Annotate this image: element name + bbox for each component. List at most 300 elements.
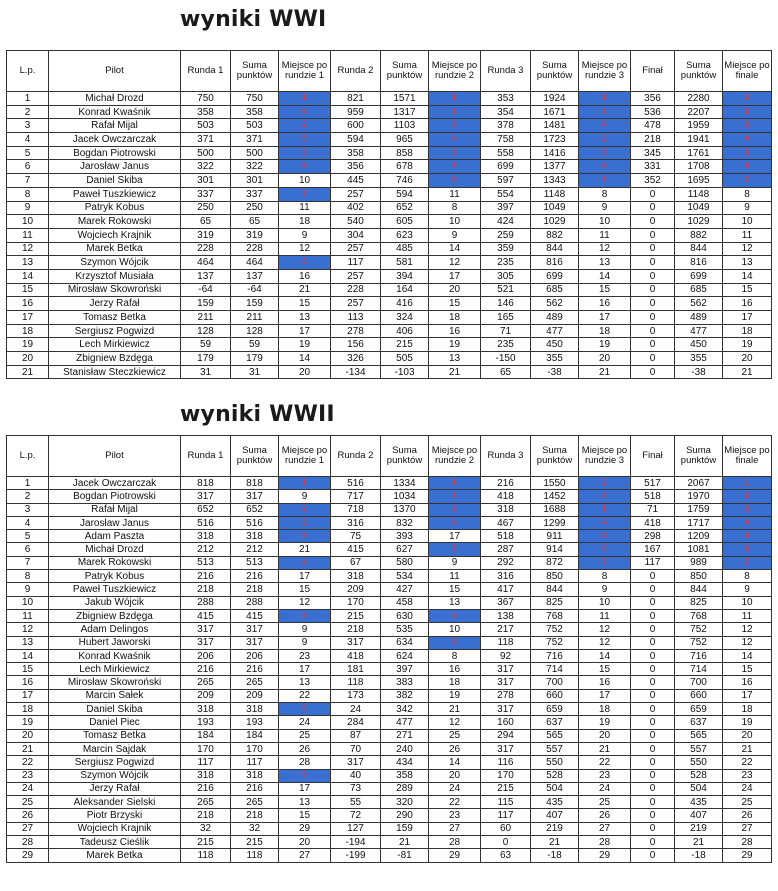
col-place1: 9 [279,228,331,242]
col-round2: 218 [331,623,381,636]
col-sum2: 1034 [381,490,429,503]
col-place2: 15 [429,297,481,311]
col-round3: 287 [481,543,531,556]
col-place1: 15 [279,297,331,311]
col-place3: 7 [579,174,631,188]
col-pilot: Sergiusz Pogwizd [49,756,181,769]
col-round3: 118 [481,636,531,649]
table-row [7,477,772,490]
col-sum2: -81 [381,849,429,862]
col-place-final: 11 [723,228,772,242]
table-row [7,311,772,325]
col-sum1: 503 [231,119,279,133]
col-sum1: 179 [231,352,279,366]
col-round3: 115 [481,796,531,809]
col-final: 352 [631,174,675,188]
col-sum1: 371 [231,133,279,147]
col-sum2: 215 [381,338,429,352]
col-lp: 26 [7,809,49,822]
col-pilot: Wojciech Krajnik [49,228,181,242]
col-place3: 6 [579,160,631,174]
col-round2: 70 [331,742,381,755]
col-pilot: Paweł Tuszkiewicz [49,187,181,201]
table-row [7,729,772,742]
col-place-final: 14 [723,649,772,662]
header-col-round3: Runda 3 [481,436,531,477]
col-round2: 67 [331,556,381,569]
table-row [7,338,772,352]
col-place-final: 13 [723,256,772,270]
col-sum-final: 850 [675,570,723,583]
col-sum2: 678 [381,160,429,174]
col-round3: 317 [481,703,531,716]
col-sum1: 652 [231,503,279,516]
col-final: 0 [631,649,675,662]
col-round2: 257 [331,269,381,283]
col-pilot: Mirosław Skowroński [49,676,181,689]
col-place2: 2 [429,503,481,516]
col-place3: 20 [579,352,631,366]
col-round2: 445 [331,174,381,188]
col-sum2: 397 [381,663,429,676]
col-round1: 319 [181,228,231,242]
col-final: 0 [631,570,675,583]
col-pilot: Lech Mirkiewicz [49,663,181,676]
col-lp: 2 [7,490,49,503]
col-pilot: Bogdan Piotrowski [49,490,181,503]
col-place2: 9 [429,228,481,242]
col-pilot: Adam Paszta [49,530,181,543]
col-sum1: 193 [231,716,279,729]
col-pilot: Lech Mirkiewicz [49,338,181,352]
col-place-final: 11 [723,609,772,622]
col-place2: 3 [429,119,481,133]
col-round1: 503 [181,119,231,133]
col-place3: 15 [579,283,631,297]
col-place1: 13 [279,676,331,689]
col-round1: 301 [181,174,231,188]
col-round2: 278 [331,324,381,338]
col-lp: 27 [7,822,49,835]
col-place2: 12 [429,716,481,729]
table-row [7,228,772,242]
col-round2: 594 [331,133,381,147]
header-col-sum-final: Suma punktów [675,51,723,92]
col-round3: 597 [481,174,531,188]
col-sum-final: 557 [675,742,723,755]
col-place-final: 20 [723,352,772,366]
col-sum3: 565 [531,729,579,742]
col-round2: 75 [331,530,381,543]
col-place-final: 7 [723,556,772,569]
col-round3: 63 [481,849,531,862]
col-sum2: 627 [381,543,429,556]
col-sum2: 1571 [381,92,429,106]
col-sum2: 164 [381,283,429,297]
col-place-final: 2 [723,92,772,106]
header-col-final: Finał [631,51,675,92]
col-place3: 14 [579,649,631,662]
col-sum3: 700 [531,676,579,689]
col-final: 0 [631,352,675,366]
col-round2: 317 [331,756,381,769]
col-round3: 71 [481,324,531,338]
col-sum1: 32 [231,822,279,835]
col-sum2: 416 [381,297,429,311]
col-pilot: Piotr Brzyski [49,809,181,822]
col-final: 0 [631,269,675,283]
col-round1: 216 [181,570,231,583]
table-row [7,105,772,119]
table-row [7,146,772,160]
col-sum2: 652 [381,201,429,215]
col-sum-final: 1081 [675,543,723,556]
col-place3: 11 [579,228,631,242]
col-sum3: 844 [531,242,579,256]
table-row [7,609,772,622]
col-sum-final: 450 [675,338,723,352]
col-lp: 4 [7,516,49,529]
col-round3: 378 [481,119,531,133]
table-row [7,297,772,311]
col-place2: 6 [429,609,481,622]
col-place2: 17 [429,530,481,543]
col-round1: 337 [181,187,231,201]
col-final: 0 [631,365,675,379]
col-final: 0 [631,215,675,229]
col-place-final: 6 [723,160,772,174]
col-place3: 20 [579,729,631,742]
col-sum1: 301 [231,174,279,188]
col-sum1: 818 [231,477,279,490]
col-sum3: 1924 [531,92,579,106]
col-round1: 218 [181,583,231,596]
col-round2: 821 [331,92,381,106]
table-row [7,796,772,809]
col-place3: 10 [579,215,631,229]
col-place2: 16 [429,324,481,338]
col-lp: 17 [7,689,49,702]
col-place1: 2 [279,503,331,516]
col-final: 0 [631,609,675,622]
col-place3: 29 [579,849,631,862]
col-place2: 12 [429,256,481,270]
col-place3: 10 [579,596,631,609]
col-sum3: 914 [531,543,579,556]
col-round3: 165 [481,311,531,325]
col-sum-final: 882 [675,228,723,242]
col-round3: 170 [481,769,531,782]
col-place3: 9 [579,201,631,215]
table-row [7,201,772,215]
col-round3: 92 [481,649,531,662]
col-place3: 26 [579,809,631,822]
col-sum3: 1377 [531,160,579,174]
col-round3: 0 [481,836,531,849]
header-col-place1: Miejsce po rundzie 1 [279,51,331,92]
col-round1: 215 [181,836,231,849]
col-place1: 13 [279,311,331,325]
col-sum3: 477 [531,324,579,338]
col-sum-final: 659 [675,703,723,716]
col-place-final: 24 [723,782,772,795]
col-round2: 72 [331,809,381,822]
col-place1: 28 [279,756,331,769]
col-pilot: Jerzy Rafał [49,782,181,795]
table-row [7,92,772,106]
col-round3: 160 [481,716,531,729]
col-pilot: Rafał Mijal [49,503,181,516]
col-sum1: 212 [231,543,279,556]
col-place1: 17 [279,663,331,676]
col-place1: 6 [279,703,331,716]
col-round3: 65 [481,365,531,379]
col-final: 0 [631,623,675,636]
section-title-wwii: wyniki WWII [180,402,335,427]
col-lp: 8 [7,570,49,583]
col-place-final: 26 [723,809,772,822]
col-place3: 13 [579,256,631,270]
col-sum3: 768 [531,609,579,622]
col-pilot: Jarosław Janus [49,516,181,529]
col-place2: 1 [429,92,481,106]
col-round1: 317 [181,623,231,636]
col-round3: 424 [481,215,531,229]
col-sum1: 117 [231,756,279,769]
col-place3: 18 [579,324,631,338]
col-place3: 3 [579,105,631,119]
col-sum1: 250 [231,201,279,215]
col-round2: 516 [331,477,381,490]
col-place3: 5 [579,530,631,543]
col-final: 478 [631,119,675,133]
col-round3: 417 [481,583,531,596]
table-row [7,242,772,256]
col-sum3: 1416 [531,146,579,160]
col-round2: 170 [331,596,381,609]
col-round3: 554 [481,187,531,201]
table-row [7,822,772,835]
col-sum-final: 477 [675,324,723,338]
col-round3: 294 [481,729,531,742]
col-place1: 2 [279,119,331,133]
col-final: 418 [631,516,675,529]
col-place3: 25 [579,796,631,809]
col-sum-final: 528 [675,769,723,782]
col-sum2: 485 [381,242,429,256]
col-round1: 209 [181,689,231,702]
col-round1: 265 [181,676,231,689]
col-sum2: 746 [381,174,429,188]
header-col-sum1: Suma punktów [231,436,279,477]
col-place2: 4 [429,516,481,529]
col-pilot: Marek Betka [49,849,181,862]
table-row [7,756,772,769]
col-pilot: Konrad Kwaśnik [49,105,181,119]
header-col-round2: Runda 2 [331,436,381,477]
col-lp: 6 [7,160,49,174]
table-row [7,119,772,133]
table-row [7,570,772,583]
col-round2: 304 [331,228,381,242]
col-sum1: 288 [231,596,279,609]
col-lp: 3 [7,503,49,516]
col-lp: 20 [7,729,49,742]
col-place1: 22 [279,689,331,702]
col-place2: 17 [429,269,481,283]
col-sum2: 427 [381,583,429,596]
col-place1: 6 [279,769,331,782]
col-place-final: 21 [723,742,772,755]
col-final: 0 [631,676,675,689]
col-round2: 540 [331,215,381,229]
col-place-final: 10 [723,215,772,229]
col-final: 0 [631,849,675,862]
col-sum2: 1103 [381,119,429,133]
col-lp: 7 [7,556,49,569]
table-row [7,269,772,283]
col-place1: 25 [279,729,331,742]
col-pilot: Stanisław Steczkiewicz [49,365,181,379]
col-place1: 1 [279,477,331,490]
col-final: 0 [631,756,675,769]
col-sum-final: 637 [675,716,723,729]
col-place1: 27 [279,849,331,862]
col-final: 0 [631,809,675,822]
col-pilot: Jacek Owczarczak [49,133,181,147]
col-sum1: 317 [231,636,279,649]
col-final: 117 [631,556,675,569]
col-sum1: 216 [231,663,279,676]
col-place3: 5 [579,146,631,160]
col-round2: -194 [331,836,381,849]
col-place2: 1 [429,477,481,490]
col-lp: 13 [7,256,49,270]
col-place3: 4 [579,119,631,133]
col-final: 0 [631,297,675,311]
col-place3: 18 [579,703,631,716]
col-place1: 14 [279,352,331,366]
col-round1: 250 [181,201,231,215]
col-sum3: 1671 [531,105,579,119]
col-sum-final: 699 [675,269,723,283]
col-sum3: 1550 [531,477,579,490]
col-sum1: 265 [231,676,279,689]
col-round1: 212 [181,543,231,556]
col-round3: 235 [481,256,531,270]
col-round1: 218 [181,809,231,822]
col-pilot: Jarosław Janus [49,160,181,174]
table-row [7,556,772,569]
col-round2: 356 [331,160,381,174]
col-round2: 284 [331,716,381,729]
header-col-place2: Miejsce po rundzie 2 [429,436,481,477]
col-place3: 2 [579,133,631,147]
col-pilot: Tomasz Betka [49,311,181,325]
col-sum-final: 504 [675,782,723,795]
col-place1: 26 [279,742,331,755]
col-place-final: 9 [723,201,772,215]
col-sum2: 159 [381,822,429,835]
col-sum2: 393 [381,530,429,543]
table-row [7,324,772,338]
col-place1: 18 [279,215,331,229]
col-round2: 718 [331,503,381,516]
header-col-round3: Runda 3 [481,51,531,92]
results-table-wwii [6,435,772,863]
col-place1: 20 [279,836,331,849]
col-place1: 5 [279,133,331,147]
col-round3: 397 [481,201,531,215]
header-col-lp: L.p. [7,436,49,477]
col-sum3: 1452 [531,490,579,503]
col-sum2: 581 [381,256,429,270]
col-place3: 9 [579,583,631,596]
header-col-sum3: Suma punktów [531,51,579,92]
col-place1: 17 [279,570,331,583]
col-place3: 19 [579,338,631,352]
col-pilot: Daniel Skiba [49,703,181,716]
col-lp: 21 [7,365,49,379]
col-round2: 318 [331,570,381,583]
col-sum3: 752 [531,623,579,636]
col-pilot: Zbigniew Bzdęga [49,609,181,622]
col-final: 0 [631,324,675,338]
col-round3: 521 [481,283,531,297]
col-final: 0 [631,742,675,755]
col-sum-final: 2067 [675,477,723,490]
col-sum2: 534 [381,570,429,583]
col-pilot: Bogdan Piotrowski [49,146,181,160]
col-sum2: 458 [381,596,429,609]
col-sum1: 513 [231,556,279,569]
col-place2: 18 [429,311,481,325]
col-sum3: 528 [531,769,579,782]
col-lp: 10 [7,596,49,609]
col-sum1: 464 [231,256,279,270]
col-place2: 13 [429,352,481,366]
col-sum-final: 752 [675,636,723,649]
col-sum-final: 1717 [675,516,723,529]
col-round2: 257 [331,187,381,201]
col-final: 0 [631,769,675,782]
col-round1: 216 [181,782,231,795]
col-final: 0 [631,689,675,702]
col-sum-final: 435 [675,796,723,809]
table-row [7,836,772,849]
col-place1: 1 [279,92,331,106]
col-round1: 117 [181,756,231,769]
col-sum1: 228 [231,242,279,256]
col-place3: 24 [579,782,631,795]
col-sum3: 714 [531,663,579,676]
col-place3: 27 [579,822,631,835]
col-pilot: Patryk Kobus [49,570,181,583]
col-place3: 28 [579,836,631,849]
col-round3: 317 [481,676,531,689]
col-lp: 18 [7,324,49,338]
col-sum3: 1049 [531,201,579,215]
col-round1: 464 [181,256,231,270]
col-sum1: 318 [231,703,279,716]
col-sum2: 342 [381,703,429,716]
col-sum-final: 1759 [675,503,723,516]
col-place3: 21 [579,742,631,755]
col-sum2: 505 [381,352,429,366]
col-place-final: 17 [723,311,772,325]
col-place3: 12 [579,623,631,636]
col-round2: 73 [331,782,381,795]
